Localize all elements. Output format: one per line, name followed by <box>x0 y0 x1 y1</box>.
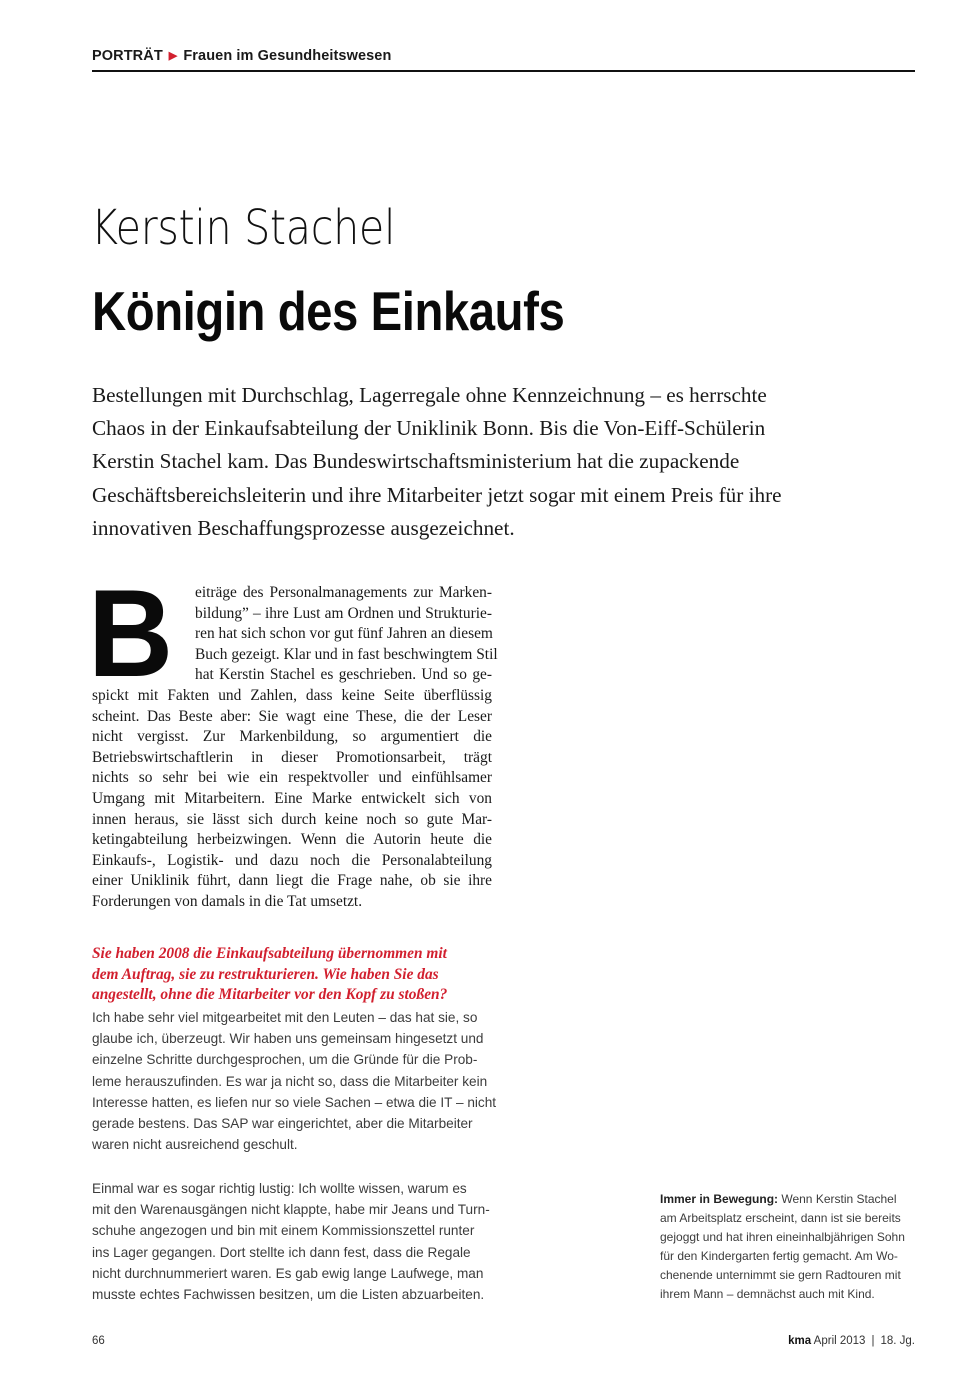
caption-line: für den Kindergarten fertig gemacht. Am Wo- <box>660 1249 898 1263</box>
lead-line: Chaos in der Einkaufsabteilung der Uniklinik Bonn. Bis die Von-Eiff-Schülerin <box>92 416 766 441</box>
question-line: dem Auftrag, sie zu restrukturieren. Wie haben Sie das <box>92 965 439 983</box>
intro-line: ketingabteilung herbeizwingen. Wenn die Autorin heute die <box>92 831 492 849</box>
answer-line: glaube ich, überzeugt. Wir haben uns gemeinsam hingesetzt und <box>92 1031 484 1047</box>
intro-line: bildung” – ihre Lust am Ordnen und Strukturie- <box>195 604 492 622</box>
article-headline: Königin des Einkaufs <box>92 280 565 342</box>
issue-date: April 2013 <box>813 1335 866 1347</box>
question-line: Sie haben 2008 die Einkaufsabteilung übernommen mit <box>92 945 447 962</box>
running-header <box>92 48 391 64</box>
intro-line: nicht vergisst. Zur Markenbildung, so argumentiert die <box>92 728 492 746</box>
answer-line: gerade bestens. Das SAP war eingerichtet, aber die Mitarbeiter <box>92 1116 473 1132</box>
intro-line: nichts so sehr bei wie ein respektvoller und einfühlsamer <box>92 769 492 787</box>
drop-cap: B <box>88 565 174 703</box>
intro-line: Buch gezeigt. Klar und in fast beschwingtem Stil <box>195 645 498 663</box>
lead-line: innovativen Beschaffungsprozesse ausgezeichnet. <box>92 515 515 540</box>
intro-line: einer Uniklinik führt, dann liegt die Frage nahe, ob sie ihre <box>92 872 492 890</box>
intro-line: Umgang mit Mitarbeitern. Eine Marke entwickelt sich von <box>92 789 492 807</box>
answer-line: schuhe angezogen und bin mit einem Kommissionszettel runter <box>92 1223 475 1239</box>
caption-line <box>660 1190 920 1209</box>
caption-line: gejoggt und hat ihren eineinhalbjährigen Sohn <box>660 1230 905 1244</box>
article-lead <box>92 379 852 545</box>
answer-line: nicht durchnummeriert waren. Es gab ewig lange Laufwege, man <box>92 1265 484 1281</box>
question-line: angestellt, ohne die Mitarbeiter vor den Kopf zu stoßen? <box>92 986 448 1004</box>
answer-line: ins Lager gegangen. Dort stellte ich dann fest, dass die Regale <box>92 1244 471 1260</box>
answer-line: mit den Warenausgängen nicht klappte, habe mir Jeans und Turn- <box>92 1202 490 1218</box>
answer-line: einzelne Schritte durchgesprochen, um die Gründe für die Prob- <box>92 1052 478 1068</box>
answer-line: Einmal war es sogar richtig lustig: Ich wollte wissen, warum es <box>92 1181 467 1196</box>
intro-paragraph <box>92 583 498 913</box>
answer-line: waren nicht ausreichend geschult. <box>92 1137 298 1153</box>
magazine-logo: kma <box>788 1335 812 1347</box>
intro-line: hat Kerstin Stachel es geschrieben. Und so ge- <box>195 666 492 684</box>
page-number: 66 <box>92 1335 105 1347</box>
intro-line: Betriebswirtschaftlerin in dieser Promotionsarbeit, trägt <box>92 748 492 766</box>
lead-line: Bestellungen mit Durchschlag, Lagerregale ohne Kennzeichnung – es herrschte <box>92 383 767 407</box>
intro-line: spickt mit Fakten und Zahlen, dass keine Seite überflüssig <box>92 686 492 704</box>
triangle-right-icon: ▶ <box>168 50 178 62</box>
intro-line: Einkaufs-, Logistik- und dazu noch die Personalabteilung <box>92 851 492 869</box>
answer-line: musste echtes Fachwissen besitzen, um die Listen abzuarbeiten. <box>92 1287 485 1303</box>
caption-line: am Arbeitsplatz erscheint, dann ist sie bereits <box>660 1211 901 1225</box>
intro-line: eiträge des Personalmanagements zur Marken- <box>195 584 492 601</box>
caption-text: Wenn Kerstin Stachel <box>778 1192 897 1206</box>
rubric-label: PORTRÄT <box>92 48 163 64</box>
answer-line: leme herauszufinden. Es war ja nicht so, dass die Mitarbeiter kein <box>92 1073 488 1089</box>
intro-line: scheint. Das Beste aber: Sie wagt eine These, die der Leser <box>92 707 492 725</box>
caption-label: Immer in Bewegung: <box>660 1192 779 1206</box>
caption-line: ihrem Mann – demnächst auch mit Kind. <box>660 1287 875 1301</box>
header-rule <box>92 70 915 72</box>
intro-line: Forderungen von damals in die Tat umsetzt. <box>92 892 363 910</box>
volume: 18. Jg. <box>880 1335 915 1347</box>
interview-question <box>92 944 492 1006</box>
interview-answer-1 <box>92 1007 497 1155</box>
caption-line: chenende unternimmt sie gern Radtouren mit <box>660 1268 901 1282</box>
photo-caption <box>660 1190 920 1304</box>
folio-separator: | <box>871 1335 875 1347</box>
lead-line: Geschäftsbereichsleiterin und ihre Mitarbeiter jetzt sogar mit einem Preis für ihre <box>92 482 782 507</box>
intro-line: innen heraus, sie lässt sich durch keine noch so gute Mar- <box>92 810 492 828</box>
lead-line: Kerstin Stachel kam. Das Bundeswirtschaftsministerium hat die zupackende <box>92 449 740 474</box>
answer-line: Ich habe sehr viel mitgearbeitet mit den Leuten – das hat sie, so <box>92 1010 478 1025</box>
intro-line: ren hat sich schon vor gut fünf Jahren an diesem <box>195 625 493 643</box>
answer-line: Interesse hatten, es liefen nur so viele Sachen – etwa die IT – nicht <box>92 1094 497 1110</box>
section-label: Frauen im Gesundheitswesen <box>183 48 392 64</box>
person-name: Kerstin Stachel <box>91 200 396 256</box>
folio <box>788 1335 915 1347</box>
interview-answer-2 <box>92 1178 492 1305</box>
